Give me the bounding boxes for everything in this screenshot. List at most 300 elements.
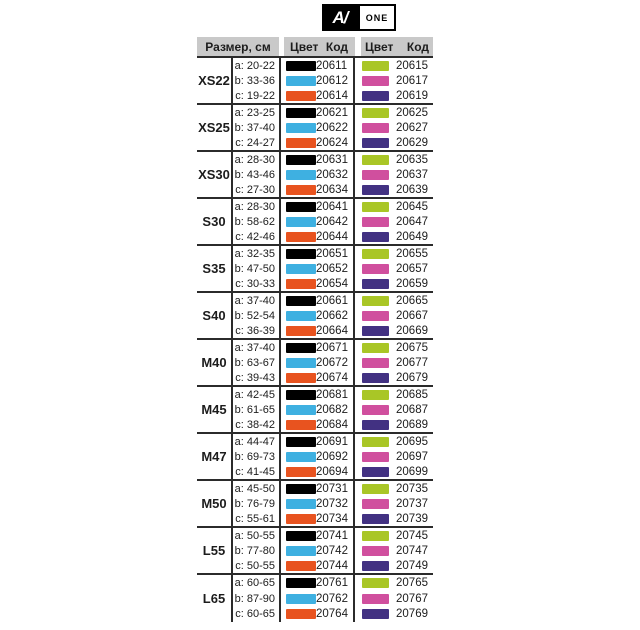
code-value: 20622 (316, 121, 348, 134)
brand-logo (322, 4, 396, 31)
color-code-row (281, 323, 353, 338)
code-value: 20744 (316, 559, 348, 572)
color-code-row (281, 528, 353, 543)
size-group (197, 152, 433, 199)
color-code-row (281, 88, 353, 103)
color-code-row (355, 449, 431, 464)
code-value: 20662 (316, 309, 348, 322)
size-label: S35 (197, 246, 233, 291)
color-swatch (362, 561, 389, 571)
color-code-row (355, 370, 431, 385)
color-swatch (286, 343, 316, 353)
color-swatch (362, 108, 389, 118)
code-value: 20735 (396, 482, 428, 495)
measurement-value: b: 47-50 (234, 262, 275, 275)
color-swatch (286, 202, 316, 212)
measurement-value: c: 50-55 (235, 559, 275, 572)
measurements-cell (233, 199, 281, 244)
color-code-row (355, 214, 431, 229)
color-swatch (362, 594, 389, 604)
measurement-value: b: 77-80 (234, 544, 275, 557)
color-code-row (281, 246, 353, 261)
color-swatch (362, 499, 389, 509)
code-value: 20635 (396, 153, 428, 166)
measurement-value: c: 30-33 (235, 277, 275, 290)
measurement-value: b: 69-73 (234, 450, 275, 463)
header-color-code-2 (361, 37, 433, 56)
measurement-value: c: 27-30 (235, 183, 275, 196)
size-label: L55 (197, 528, 233, 573)
measurements-cell (233, 293, 281, 338)
color-code-cell-1 (281, 528, 355, 573)
color-swatch (286, 594, 316, 604)
color-code-row (355, 167, 431, 182)
measurement-value: a: 32-35 (234, 247, 275, 260)
size-group (197, 246, 433, 293)
color-code-row (281, 73, 353, 88)
color-code-row (355, 246, 431, 261)
measurement-value: c: 55-61 (235, 512, 275, 525)
measurement-value: a: 23-25 (234, 106, 275, 119)
header-color-label: Цвет (365, 39, 394, 54)
measurement-value: a: 20-22 (234, 59, 275, 72)
color-swatch (362, 467, 389, 477)
measurement-value: c: 41-45 (235, 465, 275, 478)
color-swatch (286, 358, 316, 368)
color-code-row (355, 402, 431, 417)
code-value: 20765 (396, 576, 428, 589)
color-code-row (281, 481, 353, 496)
color-code-row (281, 464, 353, 479)
color-code-row (355, 528, 431, 543)
color-swatch (362, 609, 389, 619)
color-swatch (362, 202, 389, 212)
size-group (197, 58, 433, 105)
code-value: 20692 (316, 450, 348, 463)
code-value: 20654 (316, 277, 348, 290)
color-code-row (281, 387, 353, 402)
color-swatch (362, 311, 389, 321)
color-swatch (286, 373, 316, 383)
color-code-cell-1 (281, 199, 355, 244)
code-value: 20739 (396, 512, 428, 525)
color-code-row (355, 558, 431, 573)
color-swatch (362, 185, 389, 195)
size-label: XS25 (197, 105, 233, 150)
color-swatch (362, 420, 389, 430)
size-group (197, 434, 433, 481)
size-table-body (197, 58, 433, 622)
color-code-row (281, 355, 353, 370)
color-swatch (286, 499, 316, 509)
code-value: 20734 (316, 512, 348, 525)
color-swatch (286, 217, 316, 227)
color-code-row (281, 606, 353, 622)
code-value: 20769 (396, 608, 428, 621)
color-swatch (286, 296, 316, 306)
measurement-value: a: 42-45 (234, 388, 275, 401)
code-value: 20617 (396, 74, 428, 87)
header-code-label: Код (406, 39, 429, 54)
size-group (197, 293, 433, 340)
measurements-cell (233, 387, 281, 432)
color-code-row (355, 340, 431, 355)
color-code-row (355, 575, 431, 591)
size-group (197, 105, 433, 152)
color-swatch (286, 185, 316, 195)
color-code-row (281, 340, 353, 355)
code-value: 20679 (396, 371, 428, 384)
header-size-cm: Размер, см (197, 37, 279, 56)
color-code-row (281, 496, 353, 511)
color-code-row (355, 434, 431, 449)
color-code-cell-2 (355, 152, 431, 197)
color-code-row (281, 214, 353, 229)
color-swatch (362, 373, 389, 383)
color-swatch (286, 138, 316, 148)
color-code-row (355, 308, 431, 323)
code-value: 20652 (316, 262, 348, 275)
color-code-cell-2 (355, 199, 431, 244)
code-value: 20614 (316, 89, 348, 102)
size-group (197, 481, 433, 528)
color-swatch (286, 467, 316, 477)
header-code-label: Код (325, 39, 348, 54)
measurement-value: a: 44-47 (234, 435, 275, 448)
color-code-cell-1 (281, 481, 355, 526)
code-value: 20737 (396, 497, 428, 510)
size-group (197, 340, 433, 387)
code-value: 20687 (396, 403, 428, 416)
color-code-cell-2 (355, 481, 431, 526)
code-value: 20695 (396, 435, 428, 448)
code-value: 20615 (396, 59, 428, 72)
color-swatch (362, 358, 389, 368)
measurements-cell (233, 105, 281, 150)
code-value: 20621 (316, 106, 348, 119)
size-group (197, 387, 433, 434)
color-code-row (281, 167, 353, 182)
code-value: 20645 (396, 200, 428, 213)
code-value: 20745 (396, 529, 428, 542)
color-swatch (362, 91, 389, 101)
color-code-row (281, 229, 353, 244)
color-code-cell-1 (281, 246, 355, 291)
code-value: 20669 (396, 324, 428, 337)
color-code-cell-1 (281, 434, 355, 479)
color-code-row (281, 276, 353, 291)
color-swatch (286, 76, 316, 86)
color-swatch (362, 279, 389, 289)
color-code-row (281, 558, 353, 573)
code-value: 20651 (316, 247, 348, 260)
color-code-cell-1 (281, 293, 355, 338)
color-code-row (355, 496, 431, 511)
color-swatch (286, 437, 316, 447)
measurement-value: c: 38-42 (235, 418, 275, 431)
color-swatch (286, 326, 316, 336)
measurement-value: c: 19-22 (235, 89, 275, 102)
code-value: 20685 (396, 388, 428, 401)
code-value: 20697 (396, 450, 428, 463)
color-code-row (281, 543, 353, 558)
code-value: 20664 (316, 324, 348, 337)
color-code-row (281, 511, 353, 526)
color-code-row (281, 199, 353, 214)
color-code-row (355, 182, 431, 197)
color-code-row (281, 261, 353, 276)
table-header (197, 37, 433, 56)
size-label: S40 (197, 293, 233, 338)
code-value: 20665 (396, 294, 428, 307)
color-code-row (355, 591, 431, 607)
size-group (197, 528, 433, 575)
color-swatch (286, 249, 316, 259)
color-code-cell-2 (355, 105, 431, 150)
color-swatch (286, 108, 316, 118)
color-code-row (355, 105, 431, 120)
color-code-row (355, 88, 431, 103)
code-value: 20657 (396, 262, 428, 275)
code-value: 20761 (316, 576, 348, 589)
code-value: 20661 (316, 294, 348, 307)
measurements-cell (233, 246, 281, 291)
measurement-value: c: 60-65 (235, 608, 275, 621)
measurement-value: b: 37-40 (234, 121, 275, 134)
color-code-row (281, 135, 353, 150)
color-code-row (355, 276, 431, 291)
color-code-cell-1 (281, 575, 355, 622)
code-value: 20624 (316, 136, 348, 149)
measurement-value: c: 42-46 (235, 230, 275, 243)
code-value: 20677 (396, 356, 428, 369)
color-code-row (281, 449, 353, 464)
code-value: 20629 (396, 136, 428, 149)
logo-one-label: ONE (358, 4, 396, 31)
measurement-value: a: 28-30 (234, 153, 275, 166)
color-swatch (286, 91, 316, 101)
color-code-row (355, 229, 431, 244)
color-code-row (355, 606, 431, 622)
color-code-cell-2 (355, 528, 431, 573)
measurement-value: b: 87-90 (234, 592, 275, 605)
code-value: 20742 (316, 544, 348, 557)
code-value: 20689 (396, 418, 428, 431)
color-swatch (362, 343, 389, 353)
color-swatch (286, 405, 316, 415)
size-label: M45 (197, 387, 233, 432)
color-swatch (362, 217, 389, 227)
color-swatch (286, 311, 316, 321)
measurement-value: b: 63-67 (234, 356, 275, 369)
color-swatch (286, 264, 316, 274)
color-swatch (362, 390, 389, 400)
color-swatch (362, 531, 389, 541)
size-label: L65 (197, 575, 233, 622)
color-swatch (286, 452, 316, 462)
color-swatch (362, 452, 389, 462)
color-code-row (281, 120, 353, 135)
color-swatch (362, 249, 389, 259)
measurement-value: c: 39-43 (235, 371, 275, 384)
code-value: 20634 (316, 183, 348, 196)
measurement-value: b: 76-79 (234, 497, 275, 510)
color-code-row (355, 464, 431, 479)
color-code-row (281, 575, 353, 591)
code-value: 20611 (316, 59, 348, 72)
color-code-cell-2 (355, 434, 431, 479)
color-code-row (355, 199, 431, 214)
color-swatch (362, 405, 389, 415)
color-code-row (281, 182, 353, 197)
measurements-cell (233, 434, 281, 479)
measurements-cell (233, 528, 281, 573)
color-code-row (355, 355, 431, 370)
color-code-cell-1 (281, 340, 355, 385)
color-code-row (281, 402, 353, 417)
color-code-cell-2 (355, 246, 431, 291)
code-value: 20612 (316, 74, 348, 87)
color-swatch (286, 390, 316, 400)
color-swatch (286, 546, 316, 556)
color-code-row (355, 261, 431, 276)
code-value: 20675 (396, 341, 428, 354)
measurement-value: b: 33-36 (234, 74, 275, 87)
code-value: 20637 (396, 168, 428, 181)
color-swatch (362, 578, 389, 588)
color-swatch (362, 546, 389, 556)
code-value: 20671 (316, 341, 348, 354)
size-label: S30 (197, 199, 233, 244)
color-code-row (355, 417, 431, 432)
measurements-cell (233, 58, 281, 103)
color-code-row (355, 135, 431, 150)
code-value: 20632 (316, 168, 348, 181)
color-swatch (362, 155, 389, 165)
color-code-row (355, 323, 431, 338)
code-value: 20767 (396, 592, 428, 605)
color-code-row (355, 120, 431, 135)
color-code-row (355, 387, 431, 402)
color-code-cell-2 (355, 387, 431, 432)
code-value: 20631 (316, 153, 348, 166)
color-code-row (281, 591, 353, 607)
code-value: 20731 (316, 482, 348, 495)
color-code-cell-2 (355, 575, 431, 622)
code-value: 20655 (396, 247, 428, 260)
measurement-value: a: 45-50 (234, 482, 275, 495)
size-group (197, 199, 433, 246)
code-value: 20681 (316, 388, 348, 401)
color-swatch (362, 123, 389, 133)
measurements-cell (233, 481, 281, 526)
color-code-cell-1 (281, 387, 355, 432)
code-value: 20644 (316, 230, 348, 243)
color-code-row (281, 308, 353, 323)
header-color-code-1 (284, 37, 355, 56)
measurements-cell (233, 152, 281, 197)
size-label: M50 (197, 481, 233, 526)
measurement-value: b: 52-54 (234, 309, 275, 322)
color-code-row (281, 293, 353, 308)
color-swatch (362, 326, 389, 336)
color-code-row (355, 543, 431, 558)
code-value: 20732 (316, 497, 348, 510)
color-code-cell-2 (355, 293, 431, 338)
measurement-value: b: 43-46 (234, 168, 275, 181)
measurements-cell (233, 575, 281, 622)
code-value: 20619 (396, 89, 428, 102)
color-swatch (286, 609, 316, 619)
code-value: 20674 (316, 371, 348, 384)
measurement-value: a: 60-65 (234, 576, 275, 589)
color-code-row (281, 152, 353, 167)
code-value: 20649 (396, 230, 428, 243)
color-code-row (281, 434, 353, 449)
size-label: M40 (197, 340, 233, 385)
measurement-value: c: 36-39 (235, 324, 275, 337)
color-code-row (355, 481, 431, 496)
measurement-value: b: 58-62 (234, 215, 275, 228)
code-value: 20659 (396, 277, 428, 290)
color-swatch (362, 61, 389, 71)
color-swatch (362, 170, 389, 180)
code-value: 20747 (396, 544, 428, 557)
color-swatch (362, 437, 389, 447)
color-swatch (362, 484, 389, 494)
code-value: 20625 (396, 106, 428, 119)
color-code-cell-2 (355, 340, 431, 385)
size-group (197, 575, 433, 622)
color-swatch (286, 420, 316, 430)
code-value: 20672 (316, 356, 348, 369)
color-swatch (286, 61, 316, 71)
size-label: XS22 (197, 58, 233, 103)
measurement-value: b: 61-65 (234, 403, 275, 416)
color-swatch (286, 232, 316, 242)
color-code-row (355, 511, 431, 526)
code-value: 20691 (316, 435, 348, 448)
color-swatch (286, 561, 316, 571)
measurement-value: a: 28-30 (234, 200, 275, 213)
color-code-cell-1 (281, 152, 355, 197)
measurements-cell (233, 340, 281, 385)
size-chart-table (197, 37, 433, 622)
color-code-row (281, 417, 353, 432)
color-code-row (281, 58, 353, 73)
measurement-value: a: 50-55 (234, 529, 275, 542)
header-color-label: Цвет (290, 39, 319, 54)
color-code-row (355, 152, 431, 167)
code-value: 20684 (316, 418, 348, 431)
color-swatch (286, 484, 316, 494)
measurement-value: c: 24-27 (235, 136, 275, 149)
color-swatch (286, 155, 316, 165)
size-label: XS30 (197, 152, 233, 197)
color-code-row (281, 370, 353, 385)
color-code-row (281, 105, 353, 120)
color-swatch (286, 170, 316, 180)
code-value: 20694 (316, 465, 348, 478)
code-value: 20749 (396, 559, 428, 572)
color-swatch (286, 514, 316, 524)
code-value: 20762 (316, 592, 348, 605)
code-value: 20639 (396, 183, 428, 196)
color-code-cell-1 (281, 105, 355, 150)
code-value: 20647 (396, 215, 428, 228)
code-value: 20642 (316, 215, 348, 228)
code-value: 20741 (316, 529, 348, 542)
